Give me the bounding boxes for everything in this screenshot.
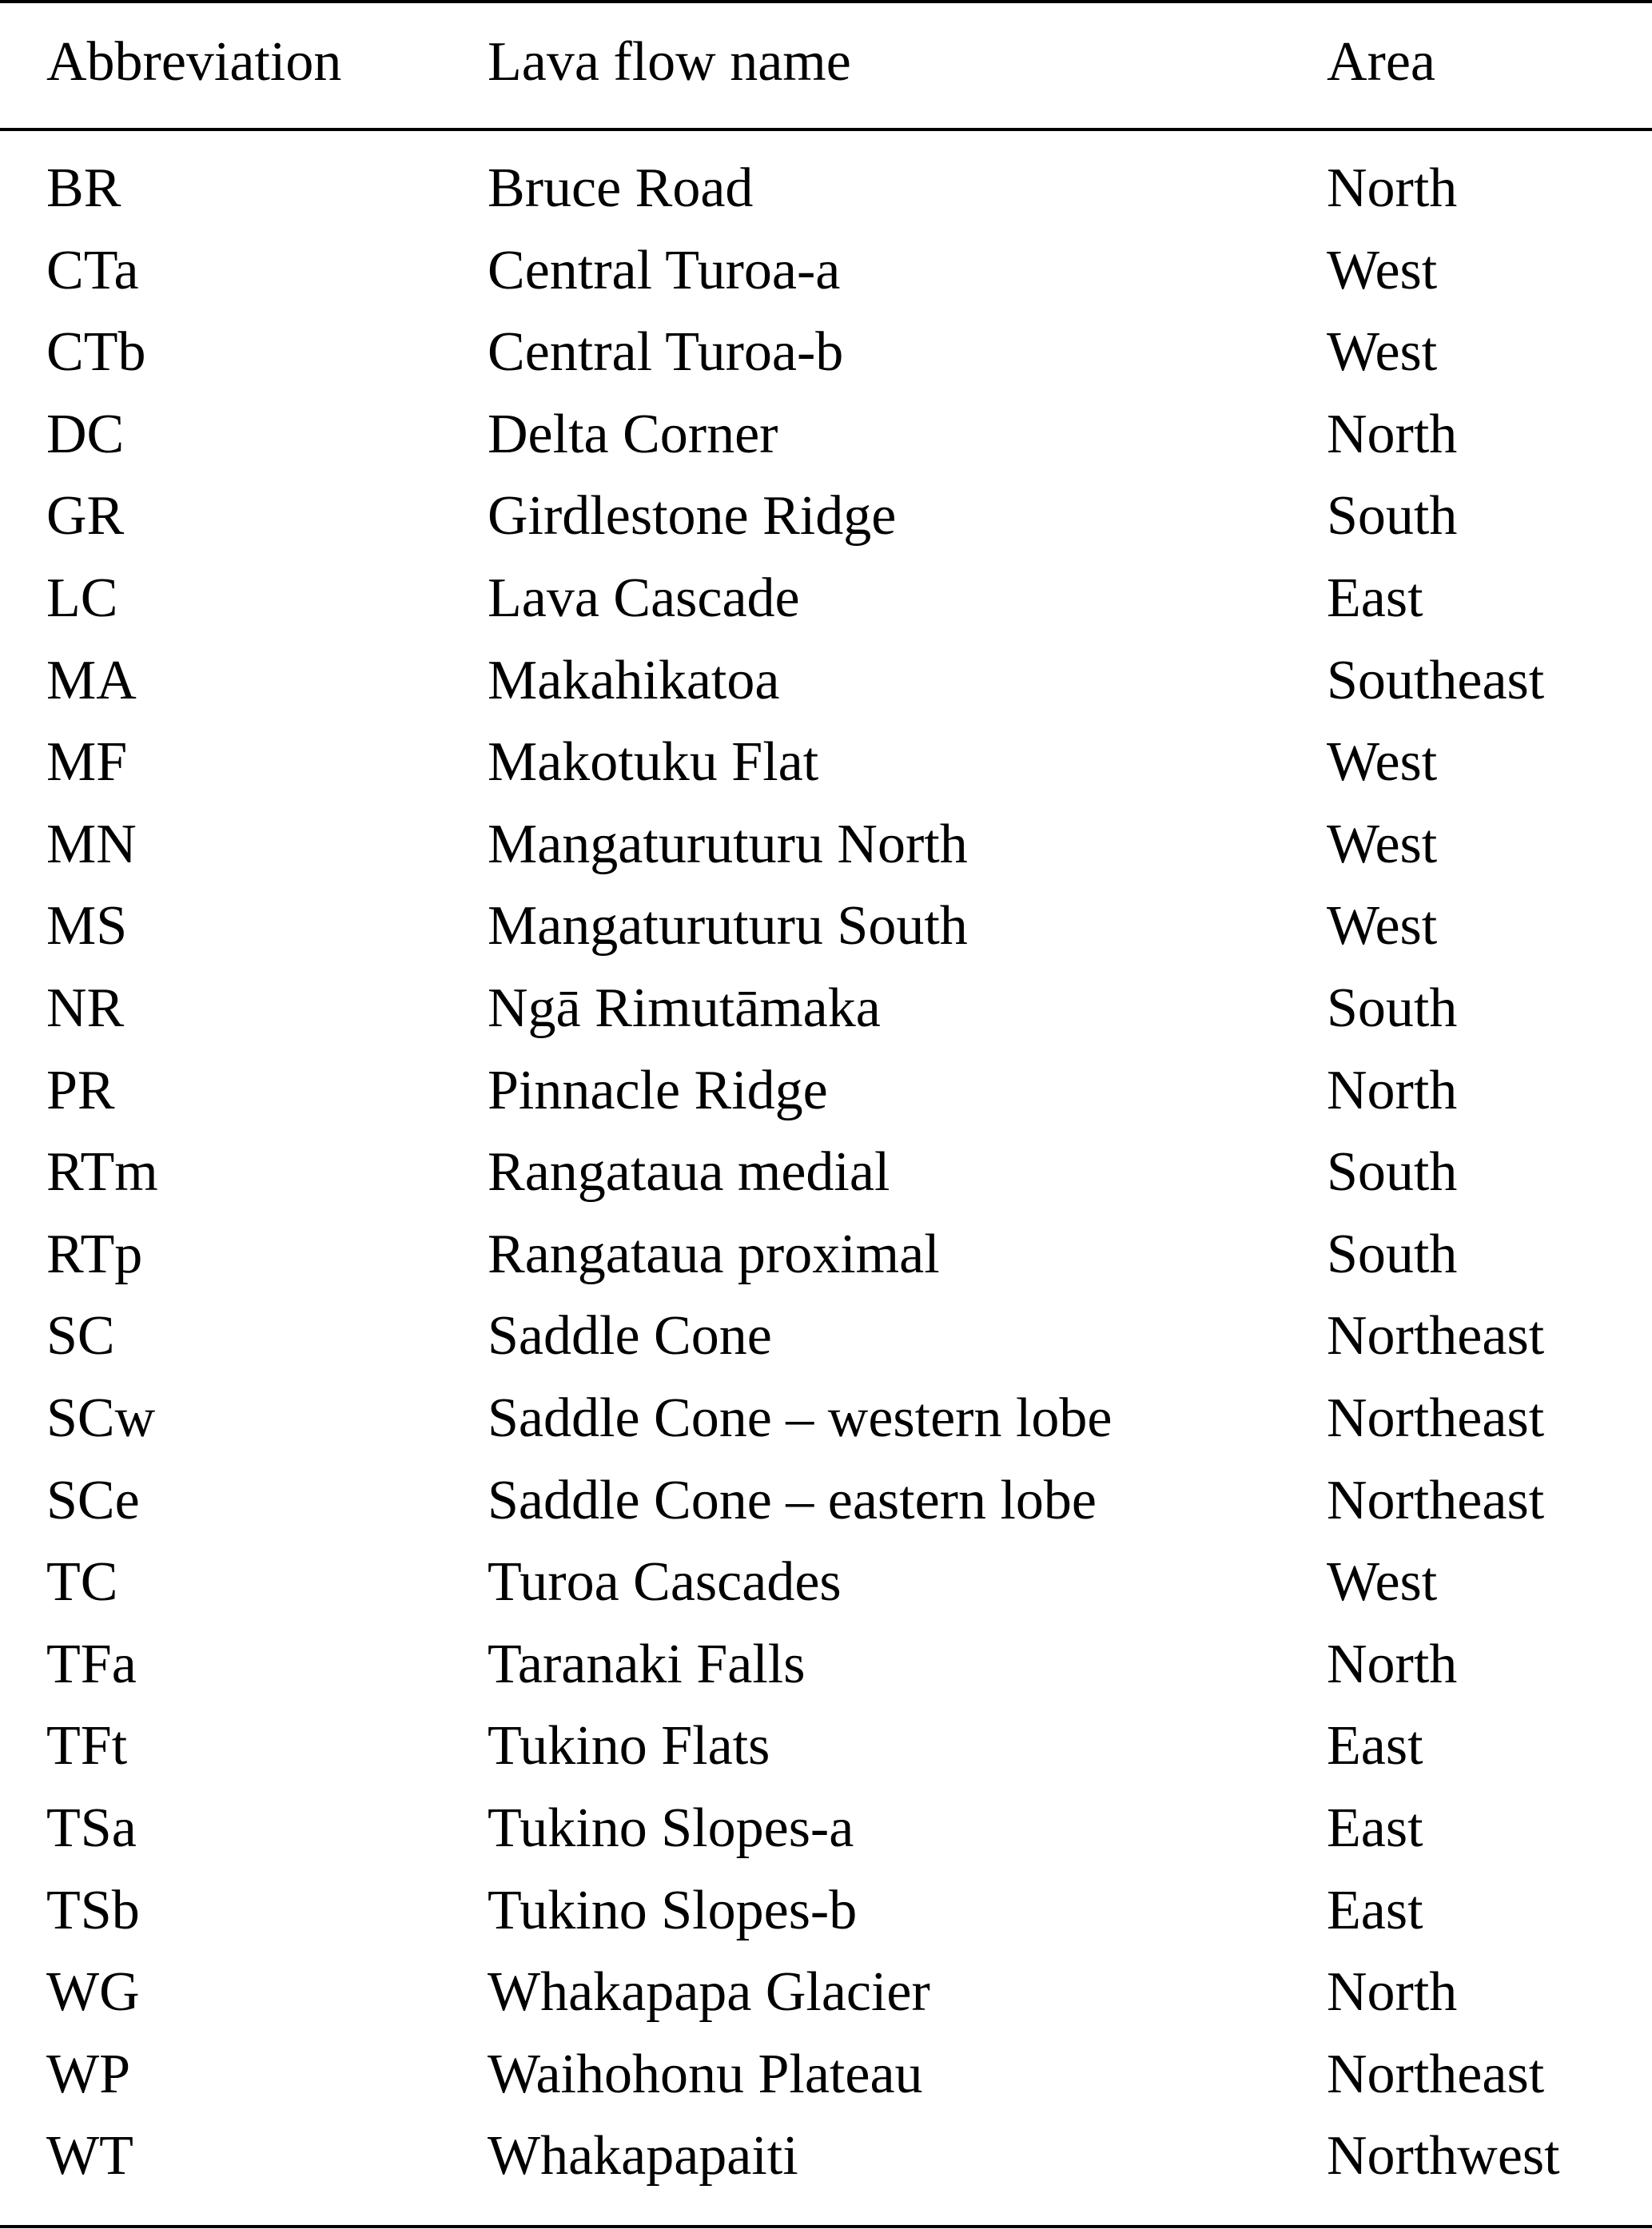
cell-lava-flow-name: Pinnacle Ridge: [488, 1060, 828, 1121]
table-row: [0, 393, 1652, 476]
table-row: [0, 229, 1652, 312]
cell-abbreviation: DC: [46, 404, 125, 465]
cell-abbreviation: RTm: [46, 1141, 158, 1203]
cell-abbreviation: MN: [46, 814, 137, 875]
table-row: [0, 475, 1652, 557]
cell-abbreviation: TFt: [46, 1715, 128, 1777]
cell-lava-flow-name: Turoa Cascades: [488, 1551, 842, 1613]
cell-abbreviation: TC: [46, 1551, 118, 1613]
cell-area: East: [1327, 1880, 1423, 1941]
cell-area: West: [1327, 895, 1438, 957]
cell-lava-flow-name: Mangaturuturu North: [488, 814, 968, 875]
cell-area: South: [1327, 485, 1458, 547]
table-row: [0, 1131, 1652, 1213]
cell-abbreviation: WG: [46, 1961, 140, 2023]
cell-abbreviation: TFa: [46, 1634, 137, 1695]
cell-abbreviation: PR: [46, 1060, 115, 1121]
cell-lava-flow-name: Saddle Cone: [488, 1305, 772, 1367]
table-row: [0, 147, 1652, 229]
cell-lava-flow-name: Rangataua proximal: [488, 1224, 940, 1285]
cell-area: West: [1327, 731, 1438, 793]
cell-lava-flow-name: Rangataua medial: [488, 1141, 890, 1203]
cell-area: West: [1327, 814, 1438, 875]
cell-abbreviation: BR: [46, 157, 121, 219]
cell-area: North: [1327, 1060, 1458, 1121]
table-row: [0, 967, 1652, 1049]
cell-abbreviation: CTb: [46, 321, 146, 383]
table-row: [0, 885, 1652, 967]
cell-lava-flow-name: Whakapapaiti: [488, 2125, 798, 2187]
cell-lava-flow-name: Bruce Road: [488, 157, 754, 219]
cell-lava-flow-name: Central Turoa-b: [488, 321, 844, 383]
table-row: [0, 1049, 1652, 1132]
table-header-rule: [0, 128, 1652, 131]
table-row: [0, 1541, 1652, 1623]
cell-area: East: [1327, 1797, 1423, 1859]
cell-area: West: [1327, 321, 1438, 383]
cell-lava-flow-name: Tukino Slopes-a: [488, 1797, 854, 1859]
cell-lava-flow-name: Makahikatoa: [488, 650, 780, 711]
cell-abbreviation: GR: [46, 485, 125, 547]
cell-abbreviation: SCe: [46, 1470, 140, 1531]
table-row: [0, 311, 1652, 393]
cell-abbreviation: NR: [46, 977, 125, 1039]
cell-lava-flow-name: Delta Corner: [488, 404, 778, 465]
header-area: Area: [1327, 31, 1436, 93]
cell-area: West: [1327, 1551, 1438, 1613]
cell-area: East: [1327, 1715, 1423, 1777]
cell-area: North: [1327, 1634, 1458, 1695]
table-row: [0, 639, 1652, 722]
cell-lava-flow-name: Tukino Slopes-b: [488, 1880, 858, 1941]
cell-area: Northeast: [1327, 1387, 1545, 1449]
cell-abbreviation: RTp: [46, 1224, 143, 1285]
header-abbreviation: Abbreviation: [46, 31, 342, 93]
cell-area: South: [1327, 1224, 1458, 1285]
cell-area: Northeast: [1327, 1305, 1545, 1367]
cell-area: South: [1327, 1141, 1458, 1203]
cell-lava-flow-name: Saddle Cone – eastern lobe: [488, 1470, 1097, 1531]
table-row: [0, 1705, 1652, 1787]
table-row: [0, 1377, 1652, 1459]
cell-area: Northwest: [1327, 2125, 1560, 2187]
cell-lava-flow-name: Mangaturuturu South: [488, 895, 968, 957]
table-row: [0, 803, 1652, 886]
cell-lava-flow-name: Waihohonu Plateau: [488, 2044, 923, 2105]
table-row: [0, 2033, 1652, 2116]
cell-abbreviation: MF: [46, 731, 128, 793]
cell-abbreviation: SC: [46, 1305, 115, 1367]
table-row: [0, 721, 1652, 803]
table-row: [0, 1869, 1652, 1952]
cell-area: North: [1327, 1961, 1458, 2023]
cell-lava-flow-name: Taranaki Falls: [488, 1634, 806, 1695]
table-row: [0, 2115, 1652, 2197]
cell-abbreviation: SCw: [46, 1387, 156, 1449]
cell-lava-flow-name: Makotuku Flat: [488, 731, 819, 793]
table-row: [0, 1459, 1652, 1542]
cell-lava-flow-name: Saddle Cone – western lobe: [488, 1387, 1113, 1449]
cell-lava-flow-name: Ngā Rimutāmaka: [488, 977, 881, 1039]
table-row: [0, 557, 1652, 639]
cell-area: Northeast: [1327, 1470, 1545, 1531]
cell-area: North: [1327, 157, 1458, 219]
cell-area: West: [1327, 240, 1438, 301]
cell-lava-flow-name: Lava Cascade: [488, 567, 800, 629]
header-lava-flow-name: Lava flow name: [488, 31, 851, 93]
cell-abbreviation: WP: [46, 2044, 130, 2105]
cell-area: South: [1327, 977, 1458, 1039]
cell-abbreviation: CTa: [46, 240, 139, 301]
cell-abbreviation: TSb: [46, 1880, 140, 1941]
cell-lava-flow-name: Central Turoa-a: [488, 240, 841, 301]
table-row: [0, 1951, 1652, 2033]
table-row: [0, 1295, 1652, 1377]
cell-area: North: [1327, 404, 1458, 465]
cell-area: East: [1327, 567, 1423, 629]
table-header-row: [0, 22, 1652, 102]
table-row: [0, 1213, 1652, 1296]
cell-abbreviation: TSa: [46, 1797, 137, 1859]
table-bottom-rule: [0, 2225, 1652, 2228]
table-top-rule: [0, 0, 1652, 3]
cell-lava-flow-name: Tukino Flats: [488, 1715, 770, 1777]
cell-lava-flow-name: Whakapapa Glacier: [488, 1961, 930, 2023]
cell-abbreviation: MS: [46, 895, 128, 957]
table-row: [0, 1623, 1652, 1706]
cell-area: Southeast: [1327, 650, 1545, 711]
table-row: [0, 1787, 1652, 1869]
cell-area: Northeast: [1327, 2044, 1545, 2105]
cell-abbreviation: WT: [46, 2125, 133, 2187]
cell-lava-flow-name: Girdlestone Ridge: [488, 485, 897, 547]
cell-abbreviation: MA: [46, 650, 137, 711]
cell-abbreviation: LC: [46, 567, 118, 629]
